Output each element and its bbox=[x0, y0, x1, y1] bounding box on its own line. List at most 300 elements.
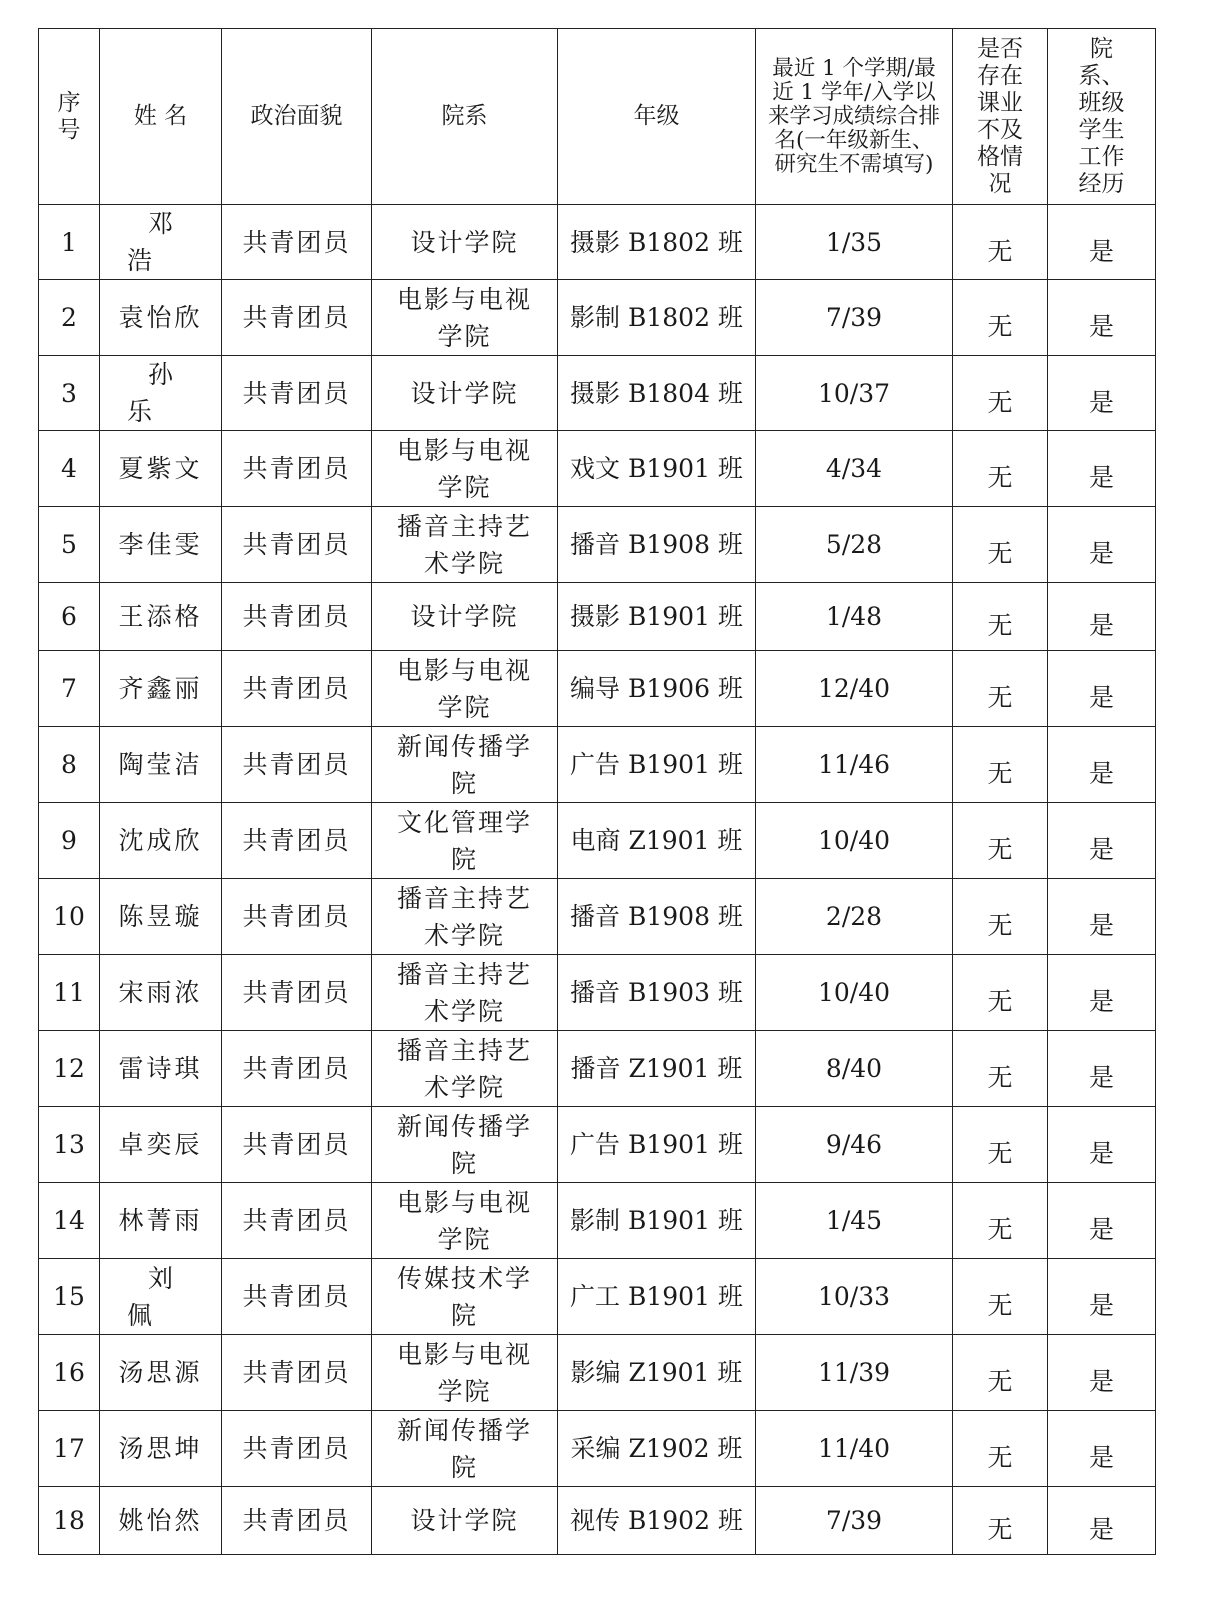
cell-ranking bbox=[756, 356, 953, 431]
cell-name bbox=[100, 1183, 222, 1259]
cell-failed-courses-text: 无 bbox=[987, 1291, 1013, 1320]
cell-name-text: 宋雨浓 bbox=[118, 978, 203, 1007]
cell-name bbox=[100, 205, 222, 280]
cell-work-experience bbox=[1048, 583, 1156, 651]
cell-ranking bbox=[756, 507, 953, 583]
cell-failed-courses-text: 无 bbox=[987, 1367, 1013, 1396]
cell-failed-courses-text: 无 bbox=[987, 987, 1013, 1016]
header-name: 姓 名 bbox=[100, 29, 222, 205]
cell-work-experience-text: 是 bbox=[1088, 1291, 1114, 1320]
cell-index-text: 13 bbox=[53, 1130, 85, 1159]
cell-failed-courses bbox=[953, 727, 1048, 803]
cell-index-text: 4 bbox=[61, 454, 77, 483]
cell-index bbox=[39, 1183, 100, 1259]
cell-grade-text: 采编 Z1902 班 bbox=[570, 1434, 743, 1463]
cell-political-status-text: 共青团员 bbox=[242, 602, 351, 631]
cell-grade-text: 影编 Z1901 班 bbox=[570, 1358, 743, 1387]
cell-department bbox=[372, 1487, 558, 1555]
cell-work-experience bbox=[1048, 507, 1156, 583]
cell-ranking bbox=[756, 280, 953, 356]
cell-ranking bbox=[756, 205, 953, 280]
cell-work-experience-text: 是 bbox=[1088, 911, 1114, 940]
table-row bbox=[39, 583, 1156, 651]
cell-department-text: 播音主持艺术学院 bbox=[396, 511, 532, 578]
cell-name bbox=[100, 1031, 222, 1107]
cell-grade bbox=[558, 1031, 756, 1107]
cell-index-text: 9 bbox=[61, 826, 77, 855]
table-row bbox=[39, 1259, 1156, 1335]
cell-work-experience-text: 是 bbox=[1088, 236, 1114, 266]
cell-ranking-text: 7/39 bbox=[825, 1506, 883, 1535]
cell-name-text: 汤思源 bbox=[118, 1358, 203, 1387]
cell-political-status bbox=[222, 955, 372, 1031]
cell-grade-text: 编导 B1906 班 bbox=[570, 674, 743, 703]
cell-work-experience bbox=[1048, 1031, 1156, 1107]
cell-political-status bbox=[222, 1107, 372, 1183]
table-row bbox=[39, 280, 1156, 356]
cell-index-text: 15 bbox=[53, 1282, 85, 1311]
table-row bbox=[39, 879, 1156, 955]
cell-political-status-text: 共青团员 bbox=[242, 750, 351, 779]
cell-index-text: 16 bbox=[53, 1358, 85, 1387]
cell-ranking-text: 10/40 bbox=[817, 978, 891, 1007]
table-row bbox=[39, 356, 1156, 431]
cell-name bbox=[100, 1487, 222, 1555]
cell-work-experience bbox=[1048, 879, 1156, 955]
cell-ranking bbox=[756, 1487, 953, 1555]
cell-name-text: 邓浩 bbox=[126, 209, 215, 275]
cell-ranking-text: 1/48 bbox=[825, 602, 883, 631]
cell-ranking bbox=[756, 955, 953, 1031]
cell-political-status-text: 共青团员 bbox=[242, 1130, 351, 1159]
cell-department bbox=[372, 1107, 558, 1183]
cell-political-status bbox=[222, 507, 372, 583]
cell-failed-courses bbox=[953, 879, 1048, 955]
cell-political-status-text: 共青团员 bbox=[242, 902, 351, 931]
cell-department-text: 电影与电视学院 bbox=[396, 1339, 532, 1406]
cell-work-experience bbox=[1048, 356, 1156, 431]
cell-work-experience bbox=[1048, 205, 1156, 280]
cell-political-status bbox=[222, 1335, 372, 1411]
cell-name bbox=[100, 879, 222, 955]
cell-work-experience bbox=[1048, 1335, 1156, 1411]
cell-failed-courses bbox=[953, 1487, 1048, 1555]
cell-ranking bbox=[756, 727, 953, 803]
cell-department-text: 新闻传播学院 bbox=[396, 1415, 532, 1482]
cell-ranking bbox=[756, 803, 953, 879]
cell-ranking-text: 11/40 bbox=[817, 1434, 891, 1463]
cell-index bbox=[39, 1107, 100, 1183]
table-row bbox=[39, 955, 1156, 1031]
cell-index bbox=[39, 1411, 100, 1487]
cell-index bbox=[39, 1335, 100, 1411]
cell-index-text: 6 bbox=[61, 602, 77, 631]
cell-failed-courses bbox=[953, 356, 1048, 431]
cell-political-status-text: 共青团员 bbox=[242, 227, 351, 257]
cell-grade bbox=[558, 583, 756, 651]
cell-political-status-text: 共青团员 bbox=[242, 303, 351, 332]
cell-work-experience-text: 是 bbox=[1088, 1367, 1114, 1396]
cell-failed-courses-text: 无 bbox=[987, 387, 1013, 417]
cell-index-text: 7 bbox=[61, 674, 77, 703]
cell-grade-text: 播音 B1908 班 bbox=[570, 530, 743, 559]
cell-name bbox=[100, 1259, 222, 1335]
cell-index-text: 3 bbox=[61, 378, 77, 408]
cell-ranking-text: 12/40 bbox=[817, 674, 891, 703]
cell-ranking-text: 1/45 bbox=[825, 1206, 883, 1235]
cell-index bbox=[39, 955, 100, 1031]
cell-political-status-text: 共青团员 bbox=[242, 530, 351, 559]
cell-political-status-text: 共青团员 bbox=[242, 1206, 351, 1235]
cell-failed-courses bbox=[953, 1335, 1048, 1411]
cell-grade bbox=[558, 955, 756, 1031]
cell-grade-text: 播音 Z1901 班 bbox=[570, 1054, 743, 1083]
cell-political-status bbox=[222, 803, 372, 879]
cell-political-status bbox=[222, 1031, 372, 1107]
table-row bbox=[39, 1031, 1156, 1107]
cell-name-text: 李佳雯 bbox=[118, 530, 203, 559]
header-index: 序号 bbox=[39, 29, 100, 205]
cell-department-text: 新闻传播学院 bbox=[396, 731, 532, 798]
cell-work-experience bbox=[1048, 955, 1156, 1031]
cell-ranking-text: 9/46 bbox=[825, 1130, 883, 1159]
table-row bbox=[39, 507, 1156, 583]
cell-political-status bbox=[222, 1183, 372, 1259]
cell-department bbox=[372, 507, 558, 583]
cell-name bbox=[100, 651, 222, 727]
cell-ranking bbox=[756, 583, 953, 651]
cell-failed-courses-text: 无 bbox=[987, 611, 1013, 640]
cell-department-text: 播音主持艺术学院 bbox=[396, 883, 532, 950]
cell-index-text: 10 bbox=[53, 902, 85, 931]
cell-grade bbox=[558, 356, 756, 431]
cell-grade bbox=[558, 205, 756, 280]
cell-failed-courses-text: 无 bbox=[987, 1063, 1013, 1092]
cell-department-text: 设计学院 bbox=[410, 378, 519, 408]
cell-grade-text: 电商 Z1901 班 bbox=[570, 826, 743, 855]
cell-index bbox=[39, 205, 100, 280]
table-row bbox=[39, 1183, 1156, 1259]
table-row bbox=[39, 1411, 1156, 1487]
cell-work-experience-text: 是 bbox=[1088, 387, 1114, 417]
cell-failed-courses bbox=[953, 803, 1048, 879]
cell-department bbox=[372, 1411, 558, 1487]
cell-failed-courses bbox=[953, 431, 1048, 507]
cell-failed-courses-text: 无 bbox=[987, 1515, 1013, 1544]
cell-grade-text: 摄影 B1901 班 bbox=[570, 602, 743, 631]
cell-failed-courses-text: 无 bbox=[987, 1139, 1013, 1168]
header-failed-courses: 是否存在课业不及格情况 bbox=[953, 29, 1048, 205]
cell-ranking-text: 5/28 bbox=[825, 530, 883, 559]
cell-work-experience-text: 是 bbox=[1088, 759, 1114, 788]
cell-failed-courses bbox=[953, 507, 1048, 583]
cell-political-status bbox=[222, 280, 372, 356]
cell-political-status bbox=[222, 879, 372, 955]
cell-name-text: 卓奕辰 bbox=[118, 1130, 203, 1159]
cell-ranking bbox=[756, 1031, 953, 1107]
cell-political-status bbox=[222, 1487, 372, 1555]
cell-index bbox=[39, 803, 100, 879]
header-political-status: 政治面貌 bbox=[222, 29, 372, 205]
cell-grade-text: 摄影 B1804 班 bbox=[570, 378, 743, 408]
cell-ranking bbox=[756, 1335, 953, 1411]
cell-department bbox=[372, 1335, 558, 1411]
table-row bbox=[39, 431, 1156, 507]
cell-ranking-text: 4/34 bbox=[825, 454, 883, 483]
cell-failed-courses-text: 无 bbox=[987, 759, 1013, 788]
cell-department-text: 电影与电视学院 bbox=[396, 284, 532, 351]
cell-failed-courses bbox=[953, 1411, 1048, 1487]
cell-work-experience-text: 是 bbox=[1088, 1515, 1114, 1544]
cell-grade bbox=[558, 651, 756, 727]
cell-name-text: 袁怡欣 bbox=[118, 303, 203, 332]
header-row bbox=[39, 29, 1156, 205]
cell-index-text: 17 bbox=[53, 1434, 85, 1463]
cell-political-status bbox=[222, 1259, 372, 1335]
cell-index-text: 8 bbox=[61, 750, 77, 779]
cell-grade-text: 摄影 B1802 班 bbox=[570, 227, 743, 257]
table-row bbox=[39, 1487, 1156, 1555]
cell-ranking bbox=[756, 1183, 953, 1259]
cell-failed-courses bbox=[953, 205, 1048, 280]
cell-name-text: 齐鑫丽 bbox=[118, 674, 203, 703]
cell-work-experience bbox=[1048, 803, 1156, 879]
cell-ranking bbox=[756, 1107, 953, 1183]
cell-grade bbox=[558, 280, 756, 356]
cell-department-text: 传媒技术学院 bbox=[396, 1263, 532, 1330]
cell-index bbox=[39, 583, 100, 651]
cell-grade bbox=[558, 727, 756, 803]
cell-political-status-text: 共青团员 bbox=[242, 1282, 351, 1311]
cell-ranking bbox=[756, 431, 953, 507]
cell-grade-text: 影制 B1901 班 bbox=[570, 1206, 743, 1235]
cell-political-status-text: 共青团员 bbox=[242, 1506, 351, 1535]
cell-work-experience bbox=[1048, 280, 1156, 356]
cell-failed-courses bbox=[953, 280, 1048, 356]
cell-department-text: 设计学院 bbox=[410, 1506, 519, 1535]
cell-department-text: 电影与电视学院 bbox=[396, 1187, 532, 1254]
cell-name bbox=[100, 1411, 222, 1487]
cell-political-status bbox=[222, 651, 372, 727]
cell-index-text: 18 bbox=[53, 1506, 85, 1535]
cell-failed-courses bbox=[953, 1259, 1048, 1335]
cell-failed-courses bbox=[953, 651, 1048, 727]
cell-name-text: 王添格 bbox=[118, 602, 203, 631]
cell-index-text: 11 bbox=[53, 978, 85, 1007]
cell-failed-courses-text: 无 bbox=[987, 911, 1013, 940]
cell-name bbox=[100, 431, 222, 507]
cell-grade bbox=[558, 507, 756, 583]
header-work-experience: 院系、班级学生工作经历 bbox=[1048, 29, 1156, 205]
cell-political-status-text: 共青团员 bbox=[242, 454, 351, 483]
cell-grade-text: 戏文 B1901 班 bbox=[570, 454, 743, 483]
cell-grade-text: 播音 B1908 班 bbox=[570, 902, 743, 931]
cell-department bbox=[372, 727, 558, 803]
cell-ranking-text: 11/39 bbox=[817, 1358, 891, 1387]
cell-index bbox=[39, 651, 100, 727]
cell-ranking-text: 10/33 bbox=[817, 1282, 891, 1311]
header-department: 院系 bbox=[372, 29, 558, 205]
cell-name-text: 雷诗琪 bbox=[118, 1054, 203, 1083]
cell-department bbox=[372, 1259, 558, 1335]
cell-political-status bbox=[222, 1411, 372, 1487]
cell-work-experience bbox=[1048, 727, 1156, 803]
cell-work-experience bbox=[1048, 651, 1156, 727]
cell-department bbox=[372, 205, 558, 280]
cell-name bbox=[100, 1107, 222, 1183]
cell-name-text: 汤思坤 bbox=[118, 1434, 203, 1463]
cell-index bbox=[39, 280, 100, 356]
cell-department bbox=[372, 803, 558, 879]
table-row bbox=[39, 651, 1156, 727]
cell-department bbox=[372, 1031, 558, 1107]
cell-ranking bbox=[756, 651, 953, 727]
cell-grade bbox=[558, 1107, 756, 1183]
cell-index-text: 14 bbox=[53, 1206, 85, 1235]
cell-index-text: 5 bbox=[61, 530, 77, 559]
cell-grade-text: 广告 B1901 班 bbox=[570, 750, 743, 779]
cell-name bbox=[100, 1335, 222, 1411]
cell-index-text: 1 bbox=[61, 227, 77, 257]
cell-work-experience bbox=[1048, 431, 1156, 507]
cell-grade-text: 播音 B1903 班 bbox=[570, 978, 743, 1007]
cell-department bbox=[372, 651, 558, 727]
cell-work-experience-text: 是 bbox=[1088, 1215, 1114, 1244]
cell-index-text: 12 bbox=[53, 1054, 85, 1083]
cell-name-text: 陈昱璇 bbox=[118, 902, 203, 931]
cell-department bbox=[372, 955, 558, 1031]
header-ranking: 最近 1 个学期/最近 1 学年/入学以来学习成绩综合排名(一年级新生、研究生不需填写) bbox=[756, 29, 953, 205]
cell-failed-courses bbox=[953, 1031, 1048, 1107]
cell-ranking-text: 2/28 bbox=[825, 902, 883, 931]
cell-ranking-text: 1/35 bbox=[825, 227, 883, 257]
cell-political-status bbox=[222, 205, 372, 280]
cell-name-text: 沈成欣 bbox=[118, 826, 203, 855]
table-body bbox=[39, 205, 1156, 1555]
cell-work-experience-text: 是 bbox=[1088, 539, 1114, 568]
cell-work-experience-text: 是 bbox=[1088, 1139, 1114, 1168]
cell-name bbox=[100, 803, 222, 879]
cell-index bbox=[39, 879, 100, 955]
cell-ranking bbox=[756, 1259, 953, 1335]
cell-grade-text: 广告 B1901 班 bbox=[570, 1130, 743, 1159]
cell-failed-courses-text: 无 bbox=[987, 1443, 1013, 1472]
cell-ranking bbox=[756, 1411, 953, 1487]
cell-political-status bbox=[222, 583, 372, 651]
cell-department-text: 播音主持艺术学院 bbox=[396, 959, 532, 1026]
cell-failed-courses-text: 无 bbox=[987, 463, 1013, 492]
cell-index bbox=[39, 431, 100, 507]
cell-grade bbox=[558, 431, 756, 507]
cell-work-experience-text: 是 bbox=[1088, 463, 1114, 492]
cell-department-text: 电影与电视学院 bbox=[396, 655, 532, 722]
cell-work-experience-text: 是 bbox=[1088, 611, 1114, 640]
cell-grade-text: 视传 B1902 班 bbox=[570, 1506, 743, 1535]
cell-ranking-text: 10/40 bbox=[817, 826, 891, 855]
cell-ranking-text: 8/40 bbox=[825, 1054, 883, 1083]
cell-grade bbox=[558, 803, 756, 879]
cell-index bbox=[39, 507, 100, 583]
cell-political-status bbox=[222, 431, 372, 507]
cell-name bbox=[100, 583, 222, 651]
cell-failed-courses bbox=[953, 1107, 1048, 1183]
cell-failed-courses-text: 无 bbox=[987, 236, 1013, 266]
table-row bbox=[39, 205, 1156, 280]
cell-index bbox=[39, 1259, 100, 1335]
cell-failed-courses-text: 无 bbox=[987, 539, 1013, 568]
cell-work-experience-text: 是 bbox=[1088, 835, 1114, 864]
cell-index bbox=[39, 1487, 100, 1555]
cell-department bbox=[372, 280, 558, 356]
cell-name bbox=[100, 955, 222, 1031]
cell-name-text: 刘佩 bbox=[126, 1263, 215, 1330]
cell-grade bbox=[558, 1259, 756, 1335]
cell-political-status-text: 共青团员 bbox=[242, 674, 351, 703]
cell-work-experience bbox=[1048, 1107, 1156, 1183]
cell-department-text: 电影与电视学院 bbox=[396, 435, 532, 502]
cell-name bbox=[100, 280, 222, 356]
cell-grade bbox=[558, 1335, 756, 1411]
cell-political-status-text: 共青团员 bbox=[242, 378, 351, 408]
cell-name-text: 陶莹洁 bbox=[118, 750, 203, 779]
cell-grade bbox=[558, 1487, 756, 1555]
cell-work-experience-text: 是 bbox=[1088, 683, 1114, 712]
cell-name-text: 姚怡然 bbox=[118, 1506, 203, 1535]
cell-name bbox=[100, 356, 222, 431]
cell-department-text: 播音主持艺术学院 bbox=[396, 1035, 532, 1102]
cell-work-experience-text: 是 bbox=[1088, 1063, 1114, 1092]
cell-index-text: 2 bbox=[61, 303, 77, 332]
table-row bbox=[39, 803, 1156, 879]
cell-name bbox=[100, 727, 222, 803]
cell-failed-courses-text: 无 bbox=[987, 683, 1013, 712]
cell-index bbox=[39, 727, 100, 803]
cell-department bbox=[372, 583, 558, 651]
cell-failed-courses bbox=[953, 955, 1048, 1031]
cell-grade bbox=[558, 1183, 756, 1259]
header-grade: 年级 bbox=[558, 29, 756, 205]
cell-name-text: 孙乐 bbox=[126, 360, 215, 426]
cell-grade bbox=[558, 879, 756, 955]
cell-failed-courses-text: 无 bbox=[987, 1215, 1013, 1244]
cell-department bbox=[372, 879, 558, 955]
cell-failed-courses-text: 无 bbox=[987, 312, 1013, 341]
cell-grade-text: 广工 B1901 班 bbox=[570, 1282, 743, 1311]
cell-failed-courses bbox=[953, 583, 1048, 651]
table-row bbox=[39, 727, 1156, 803]
cell-political-status bbox=[222, 727, 372, 803]
cell-failed-courses bbox=[953, 1183, 1048, 1259]
cell-ranking bbox=[756, 879, 953, 955]
cell-department bbox=[372, 356, 558, 431]
cell-ranking-text: 10/37 bbox=[817, 378, 891, 408]
cell-political-status-text: 共青团员 bbox=[242, 978, 351, 1007]
cell-political-status-text: 共青团员 bbox=[242, 1358, 351, 1387]
table-row bbox=[39, 1107, 1156, 1183]
cell-ranking-text: 7/39 bbox=[825, 303, 883, 332]
cell-work-experience bbox=[1048, 1487, 1156, 1555]
cell-name-text: 夏紫文 bbox=[118, 454, 203, 483]
cell-work-experience-text: 是 bbox=[1088, 987, 1114, 1016]
cell-political-status bbox=[222, 356, 372, 431]
cell-name bbox=[100, 507, 222, 583]
cell-work-experience bbox=[1048, 1259, 1156, 1335]
cell-department-text: 新闻传播学院 bbox=[396, 1111, 532, 1178]
cell-work-experience-text: 是 bbox=[1088, 312, 1114, 341]
cell-department bbox=[372, 1183, 558, 1259]
cell-name-text: 林菁雨 bbox=[118, 1206, 203, 1235]
table-row bbox=[39, 1335, 1156, 1411]
